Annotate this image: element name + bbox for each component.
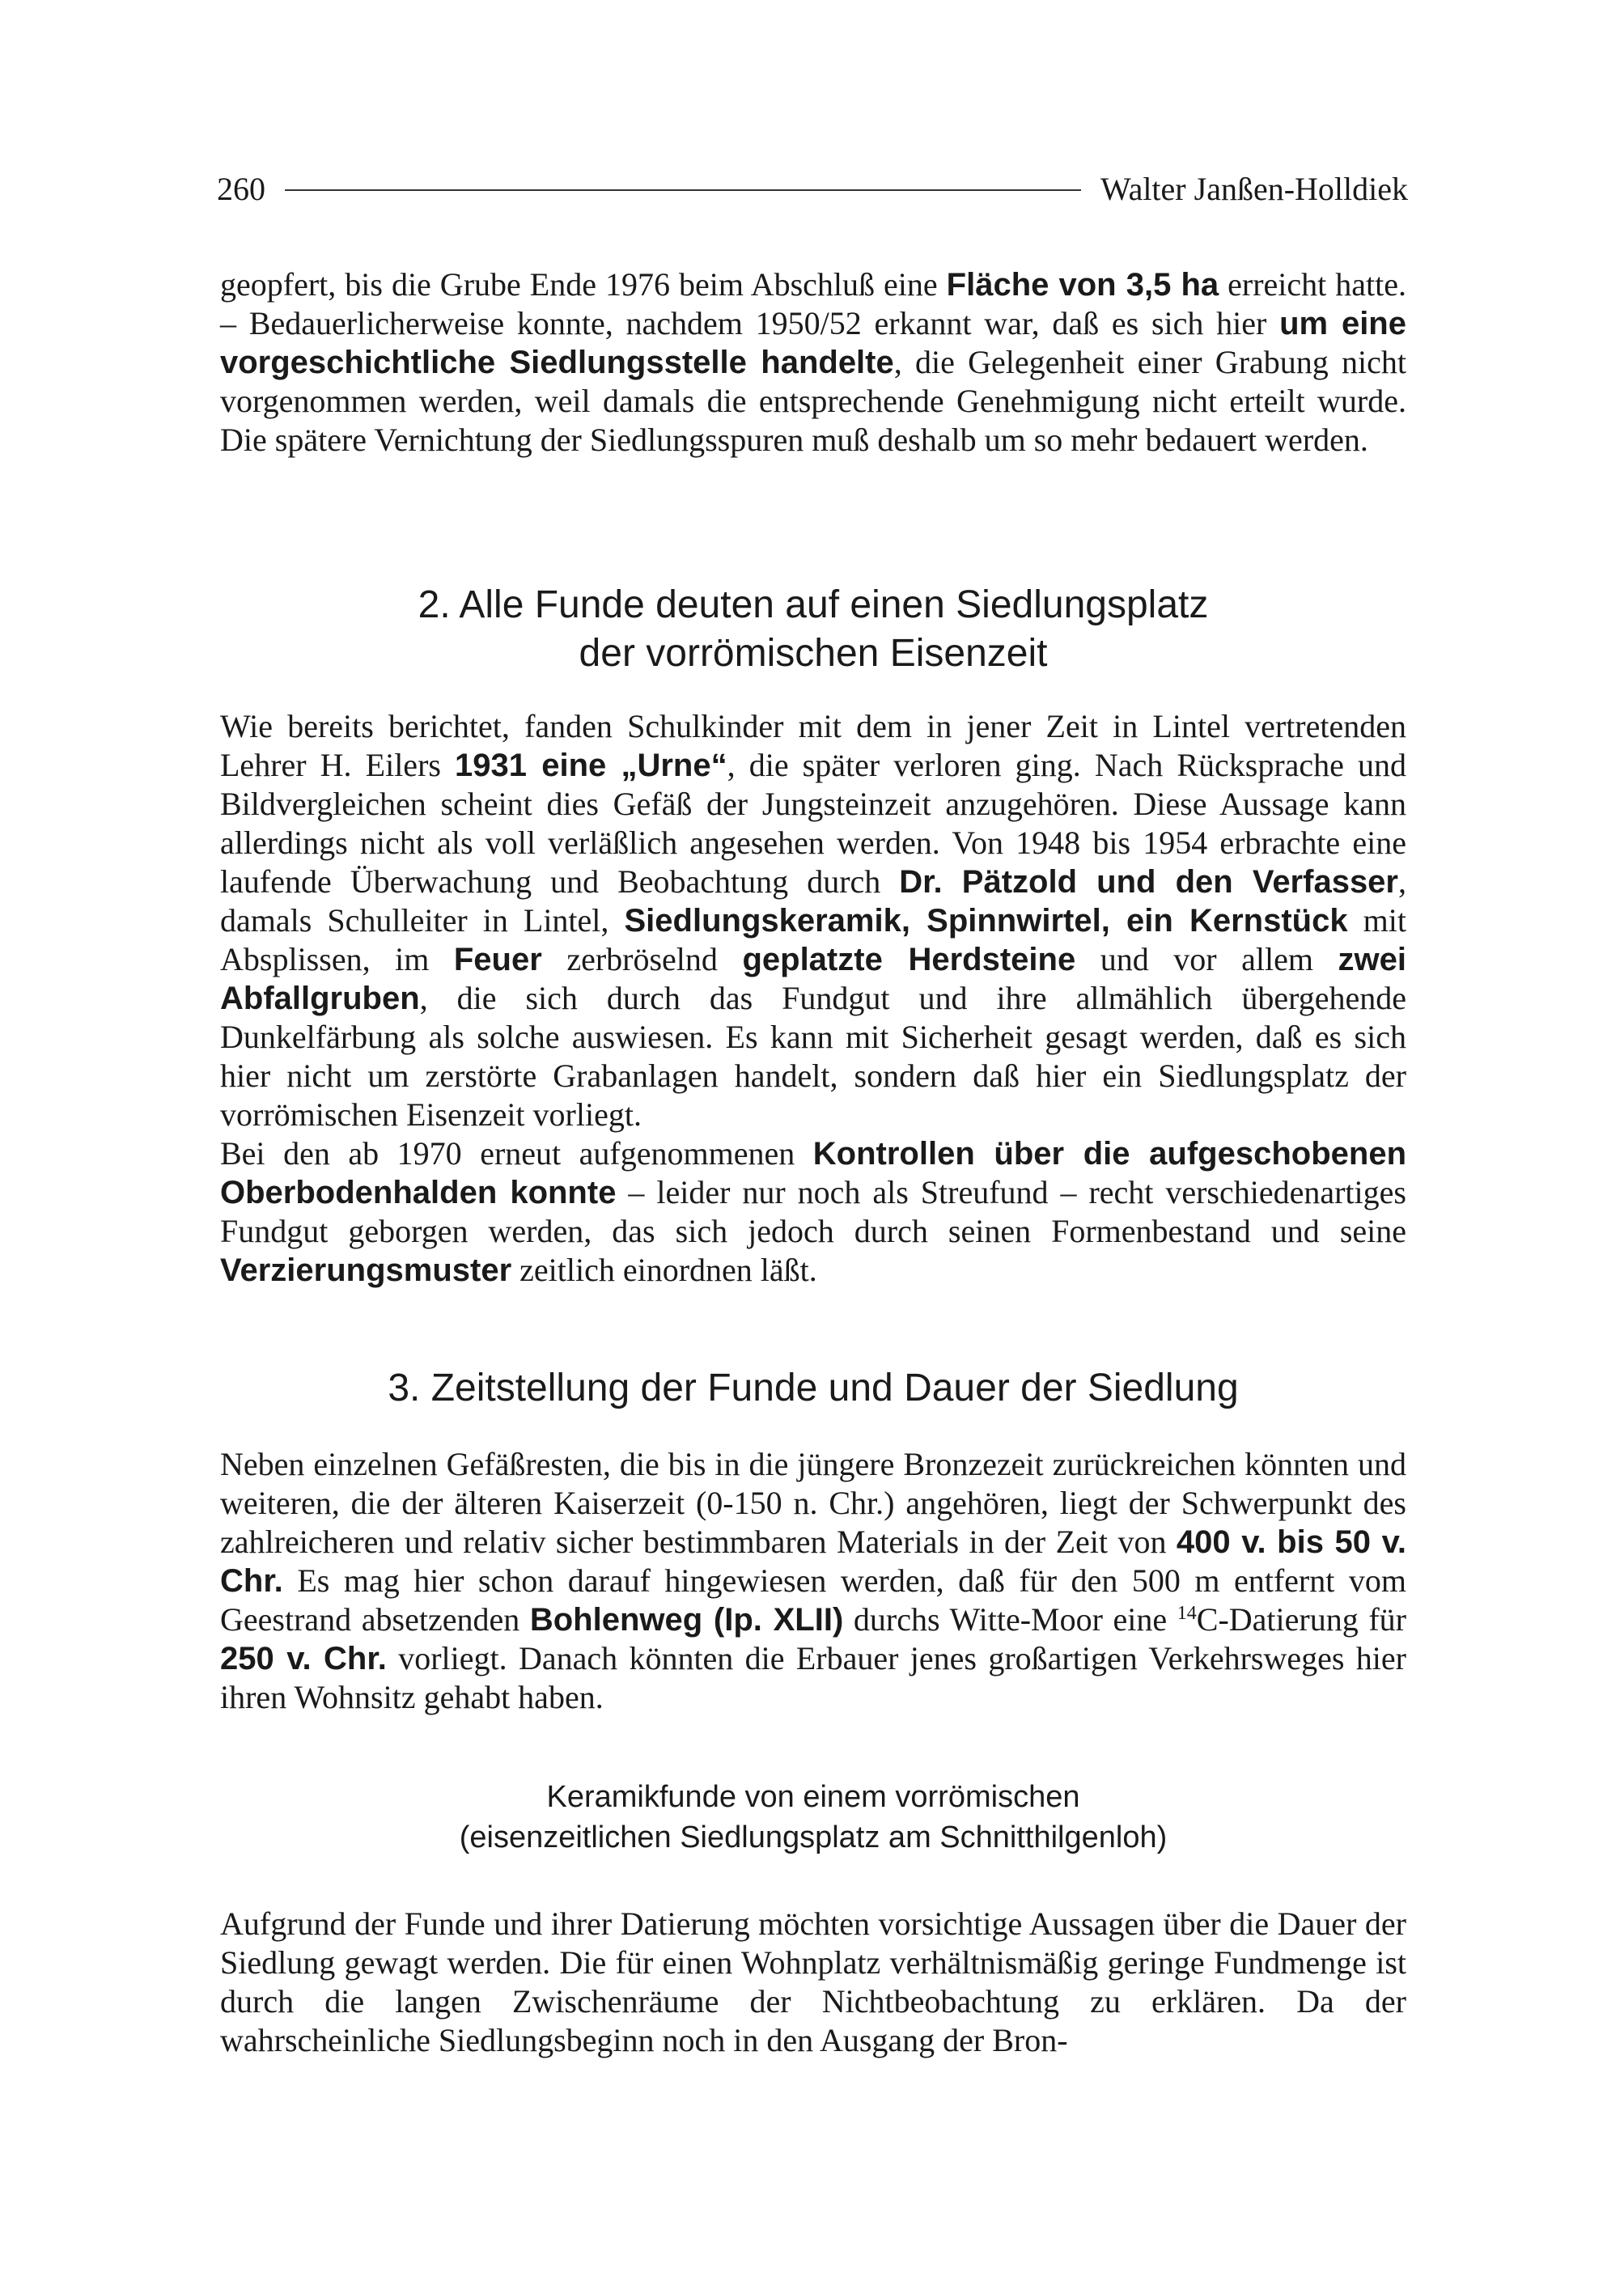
- paragraph-3: [220, 1134, 1406, 1290]
- running-author: Walter Janßen-Holldiek: [1100, 170, 1408, 207]
- text-run: , die später verloren ging. Nach Rücksprache und Bildvergleichen scheint dies Gefäß der Jungsteinzeit anzugehören. Diese Aussage kann allerdings nicht als voll verläßlich angesehen werden. Von 1948 bis 1954 erbrachte eine laufende Überwachung und Beobachtung durch: [220, 747, 1406, 900]
- text-run: geopfert, bis die Grube Ende 1976 beim Abschluß eine: [220, 266, 947, 303]
- text-run: Aufgrund der Funde und ihrer Datierung möchten vorsichtige Aussagen über die Dauer der Siedlung gewagt werden. Die für einen Wohnplatz verhältnismäßig geringe Fundmenge ist durch die langen Zwischenräume der Nichtbeobachtung zu erklären. Da der wahrscheinliche Siedlungsbeginn noch in den Ausgang der Bron-: [220, 1905, 1406, 2058]
- text-run: , damals Schulleiter in Lintel,: [220, 863, 1406, 939]
- text-run: vorliegt. Danach könnten die Erbauer jenes großartigen Verkehrsweges hier ihren Wohnsitz gehabt haben.: [220, 1640, 1406, 1715]
- text-run: und vor allem: [1075, 941, 1338, 977]
- bold-run: Verzierungsmuster: [220, 1252, 512, 1288]
- header-rule: [285, 189, 1081, 191]
- text-run: zerbröselnd: [541, 941, 743, 977]
- paragraph-2: [220, 707, 1406, 1290]
- bold-run: Kontrollen über die aufgeschobenen Oberbodenhalden konnte: [220, 1136, 1407, 1210]
- caption-line: (eisenzeitlichen Siedlungsplatz am Schnitthilgenloh): [459, 1820, 1168, 1854]
- text-run: , die sich durch das Fundgut und ihre allmählich übergehende Dunkelfärbung als solche auswiesen. Es kann mit Sicherheit gesagt werden, daß es sich hier nicht um zerstörte Grabanlagen handelt, sondern daß hier ein Siedlungsplatz der vorrömischen Eisenzeit vorliegt.: [220, 980, 1406, 1133]
- section-heading-line: 2. Alle Funde deuten auf einen Siedlungsplatz: [418, 583, 1209, 626]
- text-run: , die Gelegenheit einer Grabung nicht vorgenommen werden, weil damals die entsprechende Genehmigung nicht erteilt wurde. Die spätere Vernichtung der Siedlungsspuren muß deshalb um so mehr bedauert werden.: [220, 344, 1407, 458]
- text-run: mit Absplissen, im: [220, 902, 1406, 977]
- bold-run: um eine vorgeschichtliche Siedlungsstelle handelte: [220, 306, 1406, 380]
- superscript: 14: [1177, 1603, 1197, 1624]
- paragraph-4: [220, 1445, 1406, 1717]
- text-run: Es mag hier schon darauf hingewiesen werden, daß für den 500 m entfernt vom Geestrand absetzenden: [220, 1562, 1406, 1638]
- figure-caption: [220, 1777, 1406, 1858]
- page-number: 260: [217, 170, 265, 207]
- bold-run: 400 v. bis 50 v. Chr.: [220, 1524, 1406, 1599]
- text-run: Bei den ab 1970 erneut aufgenommenen: [220, 1135, 813, 1172]
- bold-run: Siedlungskeramik, Spinnwirtel, ein Kernstück: [624, 903, 1348, 939]
- text-run: Neben einzelnen Gefäßresten, die bis in die jüngere Bronzezeit zurückreichen könnten und weiteren, die der älteren Kaiserzeit (0-150 n. Chr.) angehören, liegt der Schwerpunkt des zahlreicheren und relativ sicher bestimmbaren Materials in der Zeit von: [220, 1446, 1406, 1560]
- bold-run: Bohlenweg (Ip. XLII): [529, 1602, 844, 1638]
- section-3-heading: 3. Zeitstellung der Funde und Dauer der Siedlung: [388, 1367, 1239, 1409]
- text-run: C-Datierung für: [1196, 1601, 1406, 1638]
- text-run: erreicht hatte. – Bedauerlicherweise konnte, nachdem 1950/52 erkannt war, daß es sich hier: [220, 266, 1407, 341]
- text-run: – leider nur noch als Streufund – recht verschiedenartiges Fundgut geborgen werden, das sich jedoch durch seinen Formenbestand und seine: [220, 1174, 1406, 1249]
- text-run: durchs Witte-Moor eine: [843, 1601, 1177, 1638]
- paragraph-5: [220, 1905, 1406, 2060]
- running-header: [217, 168, 1408, 209]
- section-2-heading: [220, 581, 1406, 678]
- bold-run: Feuer: [453, 942, 542, 977]
- text-run: Wie bereits berichtet, fanden Schulkinder mit dem in jener Zeit in Lintel vertretenden Lehrer H. Eilers: [220, 708, 1406, 783]
- paragraph-1: [220, 265, 1406, 460]
- text-run: zeitlich einordnen läßt.: [511, 1252, 817, 1288]
- caption-line: Keramikfunde von einem vorrömischen: [546, 1780, 1080, 1814]
- bold-run: 1931 eine „Urne“: [455, 748, 727, 783]
- bold-run: zwei Abfallgruben: [220, 942, 1406, 1016]
- bold-run: Fläche von 3,5 ha: [946, 267, 1219, 303]
- bold-run: geplatzte Herdsteine: [742, 942, 1076, 977]
- bold-run: 250 v. Chr.: [220, 1641, 387, 1676]
- section-heading-line: der vorrömischen Eisenzeit: [579, 632, 1048, 675]
- bold-run: Dr. Pätzold und den Verfasser: [899, 864, 1398, 900]
